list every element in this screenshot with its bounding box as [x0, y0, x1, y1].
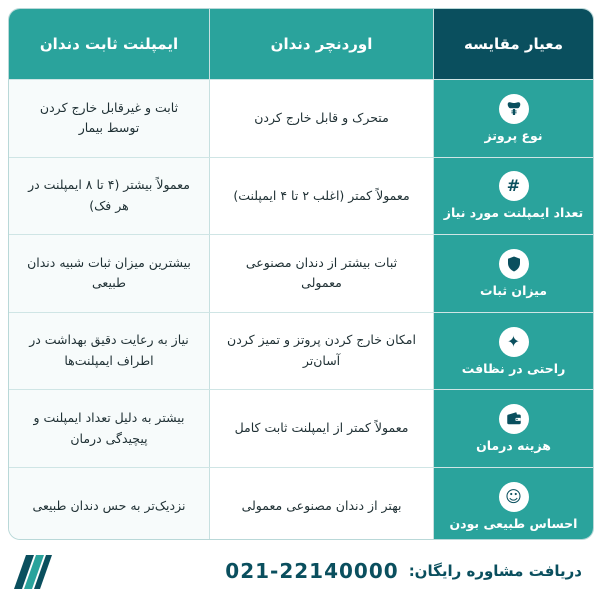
implant-cell: نیاز به رعایت دقیق بهداشت در اطراف ایمپلنت‌ها	[9, 313, 209, 390]
tooth-implant-icon	[499, 94, 529, 124]
criterion-label: احساس طبیعی بودن	[449, 515, 578, 531]
implant-cell: بیشترین میزان ثبات شبیه دندان طبیعی	[9, 235, 209, 312]
smile-icon: ☺	[499, 482, 529, 512]
implant-cell: معمولاً بیشتر (۴ تا ۸ ایمپلنت در هر فک)	[9, 158, 209, 235]
criterion-label: تعداد ایمپلنت مورد نیاز	[443, 205, 584, 221]
table-row	[9, 234, 593, 312]
criterion-cell	[433, 313, 593, 390]
overdenture-cell: بهتر از دندان مصنوعی معمولی	[209, 468, 433, 540]
phone-number[interactable]: 021-22140000	[225, 559, 399, 583]
hash-icon: #	[499, 171, 529, 201]
shield-icon	[499, 249, 529, 279]
criterion-label: میزان ثبات	[480, 282, 547, 298]
overdenture-cell: معمولاً کمتر (اغلب ۲ تا ۴ ایمپلنت)	[209, 158, 433, 235]
criterion-cell	[433, 158, 593, 235]
sparkle-icon: ✦	[499, 327, 529, 357]
table-row	[9, 467, 593, 540]
criterion-label: راحتی در نظافت	[461, 360, 566, 376]
table-row	[9, 157, 593, 235]
table-row	[9, 79, 593, 157]
criterion-label: نوع پروتز	[484, 127, 543, 143]
wallet-icon	[499, 404, 529, 434]
overdenture-cell: ثبات بیشتر از دندان مصنوعی معمولی	[209, 235, 433, 312]
implant-cell: ثابت و غیرقابل خارج کردن توسط بیمار	[9, 80, 209, 157]
brand-logo-icon	[12, 553, 54, 591]
criterion-cell	[433, 235, 593, 312]
criterion-cell	[433, 80, 593, 157]
table-row	[9, 389, 593, 467]
overdenture-cell: معمولاً کمتر از ایمپلنت ثابت کامل	[209, 390, 433, 467]
table-header-row	[9, 9, 593, 79]
comparison-table	[8, 8, 594, 540]
footer	[0, 545, 600, 600]
implant-cell: بیشتر به دلیل تعداد ایمپلنت و پیچیدگی درمان	[9, 390, 209, 467]
cta-label: دریافت مشاوره رایگان:	[408, 562, 582, 580]
criterion-cell	[433, 468, 593, 540]
overdenture-cell: متحرک و قابل خارج کردن	[209, 80, 433, 157]
header-fixed-implant: ایمپلنت ثابت دندان	[9, 9, 209, 79]
overdenture-cell: امکان خارج کردن پروتز و تمیز کردن آسان‌تر	[209, 313, 433, 390]
criterion-label: هزینه درمان	[476, 438, 551, 454]
implant-cell: نزدیک‌تر به حس دندان طبیعی	[9, 468, 209, 540]
consultation-cta	[225, 559, 582, 583]
header-overdenture: اوردنچر دندان	[209, 9, 433, 79]
criterion-cell	[433, 390, 593, 467]
table-row	[9, 312, 593, 390]
header-criterion: معیار مقایسه	[433, 9, 593, 79]
